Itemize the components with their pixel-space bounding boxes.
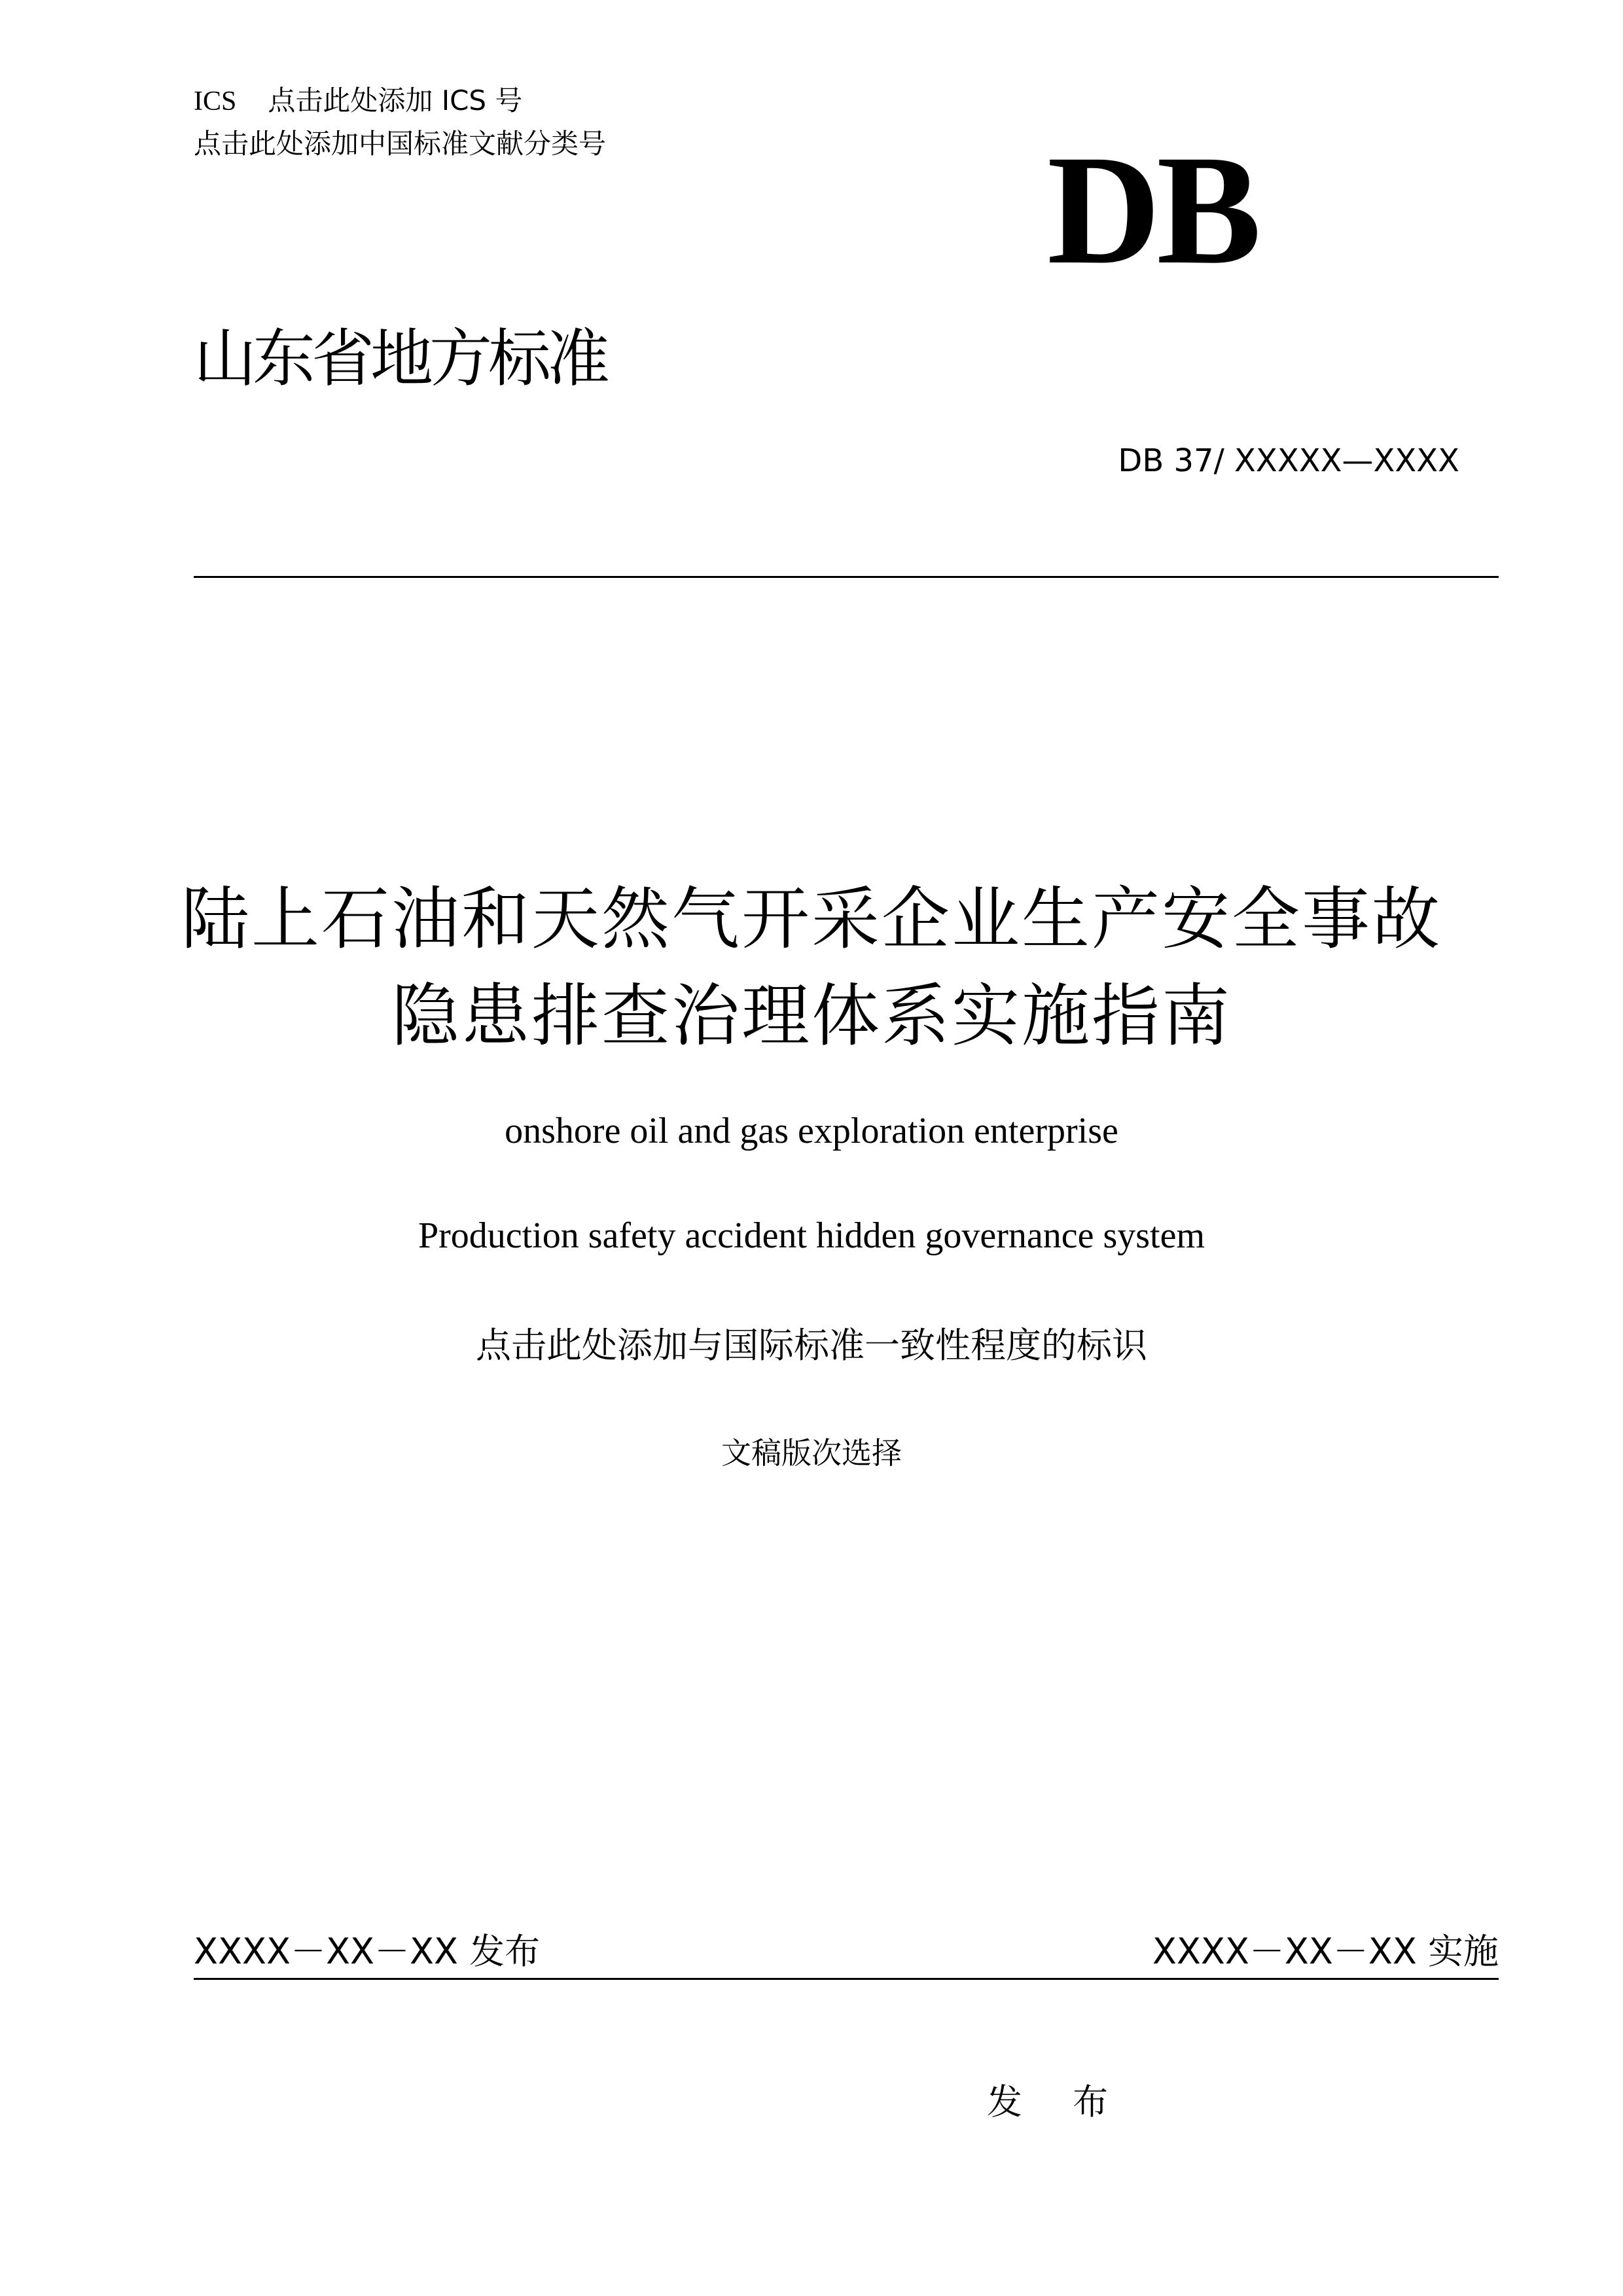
ccs-placeholder-field[interactable]: 点击此处添加中国标准文献分类号: [194, 128, 607, 160]
ics-line: [194, 82, 522, 120]
consistency-placeholder-field[interactable]: 点击此处添加与国际标准一致性程度的标识: [476, 1325, 1147, 1366]
standard-number[interactable]: DB 37/ XXXXX—XXXX: [1118, 442, 1459, 479]
bottom-divider: [194, 1978, 1499, 1980]
english-title-line-2[interactable]: Production safety accident hidden governance system: [418, 1215, 1205, 1256]
ics-label: ICS: [194, 86, 237, 117]
ics-placeholder-field[interactable]: 点击此处添加 ICS 号: [268, 84, 523, 117]
implement-date[interactable]: XXXX－XX－XX 实施: [1152, 1931, 1499, 1972]
db-logo: DB: [1047, 122, 1258, 296]
title-line-2[interactable]: 隐患排查治理体系实施指南: [391, 976, 1232, 1056]
document-title: [0, 870, 1623, 1064]
publisher-label: 发 布: [987, 2081, 1128, 2123]
english-title-line-1[interactable]: onshore oil and gas exploration enterprise: [505, 1111, 1118, 1151]
publish-date[interactable]: XXXX－XX－XX 发布: [194, 1931, 541, 1972]
draft-version-selector[interactable]: 文稿版次选择: [721, 1435, 902, 1471]
top-divider: [194, 576, 1499, 578]
standard-type-title: 山东省地方标准: [194, 322, 606, 395]
title-line-1[interactable]: 陆上石油和天然气开采企业生产安全事故: [181, 879, 1442, 959]
